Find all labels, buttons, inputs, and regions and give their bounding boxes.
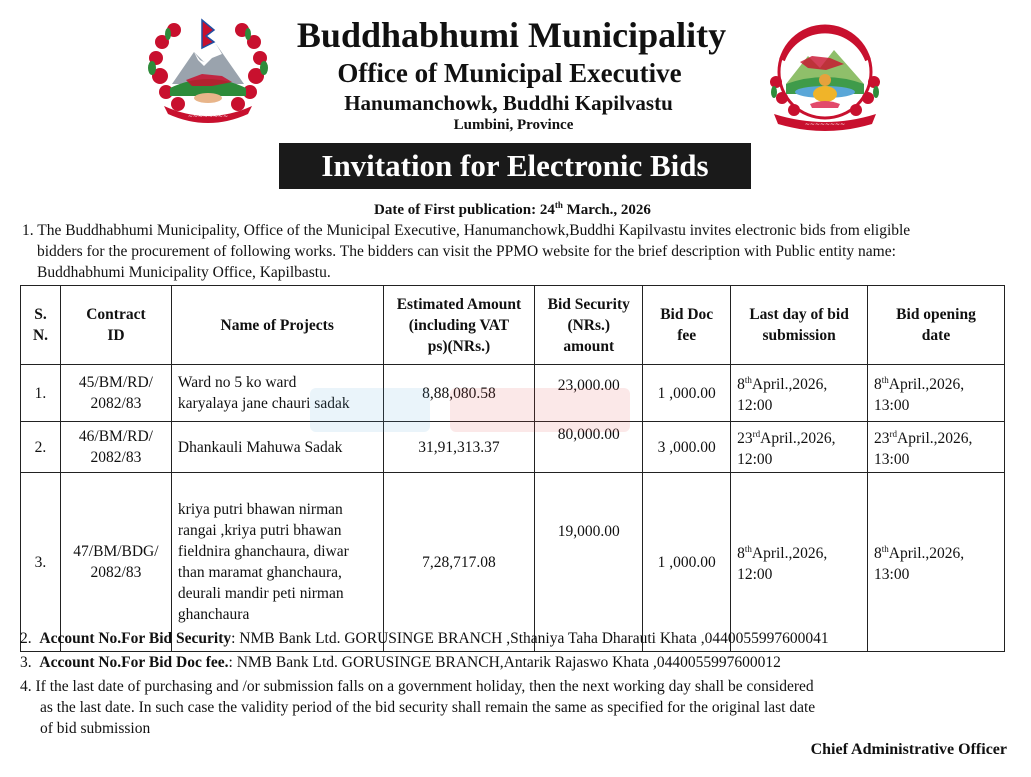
cell-bid-security: 19,000.00 — [535, 473, 643, 652]
cell-contract-id: 46/BM/RD/ 2082/83 — [60, 422, 171, 473]
notice-banner: Invitation for Electronic Bids — [279, 143, 751, 189]
note-holiday-clause: 4. If the last date of purchasing and /or submission falls on a government holiday, then the next working day shall be considered as the last date. In such case the validity period of the bid security shall remain the same as specified for the original last date of bid submission — [20, 678, 816, 737]
header-sn: S. N. — [21, 286, 61, 365]
cell-sn: 3. — [21, 473, 61, 652]
table-row — [21, 422, 1005, 473]
intro-paragraph — [22, 220, 1012, 283]
cell-opening-date: 8thApril.,2026, 13:00 — [868, 473, 1005, 652]
cell-contract-id: 45/BM/RD/ 2082/83 — [60, 365, 171, 422]
svg-text:~~~~~~~~: ~~~~~~~~ — [804, 121, 846, 128]
table-header-row — [21, 286, 1005, 365]
office-address: Hanumanchowk, Buddhi Kapilvastu — [344, 91, 673, 115]
intro-line-1: 1. The Buddhabhumi Municipality, Office of the Municipal Executive, Hanumanchowk,Buddhi Kapilvastu invites electronic bids from eligible — [22, 222, 911, 239]
intro-line-2: bidders for the procurement of following works. The bidders can visit the PPMO website for the brief description with Public entity name: — [37, 243, 896, 260]
cell-project-name: kriya putri bhawan nirman rangai ,kriya putri bhawan fieldnira ghanchaura, diwar than maramat ghanchaura, deurali mandir peti nirman ghanchaura — [171, 473, 383, 652]
header-contract-id: Contract ID — [60, 286, 171, 365]
province-line: Lumbini, Province — [453, 117, 574, 133]
header-estimated-amount: Estimated Amount (including VAT ps)(NRs.) — [383, 286, 535, 365]
svg-text:~~~~~~~~: ~~~~~~~~ — [187, 113, 229, 120]
cell-contract-id: 47/BM/BDG/ 2082/83 — [60, 473, 171, 652]
cell-bid-security: 23,000.00 — [535, 365, 643, 422]
cell-last-day: 8thApril.,2026, 12:00 — [731, 473, 868, 652]
cell-opening-date: 23rdApril.,2026, 13:00 — [868, 422, 1005, 473]
header-project-name: Name of Projects — [171, 286, 383, 365]
note-bid-doc-fee-account: 3. Account No.For Bid Doc fee.: NMB Bank Ltd. GORUSINGE BRANCH,Antarik Rajaswo Khata ,0440055997600012 — [20, 654, 781, 671]
publication-date: Date of First publication: 24th March., 2026 — [374, 200, 651, 218]
cell-bid-doc-fee: 1 ,000.00 — [643, 365, 731, 422]
cell-sn: 2. — [21, 422, 61, 473]
cell-estimated-amount: 7,28,717.08 — [383, 473, 535, 652]
cell-estimated-amount: 8,88,080.58 — [383, 365, 535, 422]
intro-line-3: Buddhabhumi Municipality Office, Kapilbastu. — [37, 264, 331, 281]
cell-estimated-amount: 31,91,313.37 — [383, 422, 535, 473]
cell-bid-doc-fee: 1 ,000.00 — [643, 473, 731, 652]
municipality-title: Buddhabhumi Municipality — [296, 15, 727, 55]
note-bid-security-account: 2. Account No.For Bid Security: NMB Bank Ltd. GORUSINGE BRANCH ,Sthaniya Taha Dharauti Khata ,0440055997600041 — [20, 630, 829, 647]
cell-last-day: 23rdApril.,2026, 12:00 — [731, 422, 868, 473]
signature-title: Chief Administrative Officer — [810, 741, 1007, 758]
header-last-day: Last day of bid submission — [731, 286, 868, 365]
cell-project-name: Dhankauli Mahuwa Sadak — [171, 422, 383, 473]
table-row — [21, 365, 1005, 422]
cell-bid-doc-fee: 3 ,000.00 — [643, 422, 731, 473]
cell-bid-security: 80,000.00 — [535, 422, 643, 473]
cell-opening-date: 8thApril.,2026, 13:00 — [868, 365, 1005, 422]
header-opening-date: Bid opening date — [868, 286, 1005, 365]
office-title: Office of Municipal Executive — [337, 58, 682, 88]
cell-last-day: 8thApril.,2026, 12:00 — [731, 365, 868, 422]
cell-sn: 1. — [21, 365, 61, 422]
header-bid-doc-fee: Bid Doc fee — [643, 286, 731, 365]
table-row — [21, 473, 1005, 652]
cell-project-name: Ward no 5 ko ward karyalaya jane chauri sadak — [171, 365, 383, 422]
header-bid-security: Bid Security (NRs.) amount — [535, 286, 643, 365]
bids-table — [20, 285, 1005, 652]
